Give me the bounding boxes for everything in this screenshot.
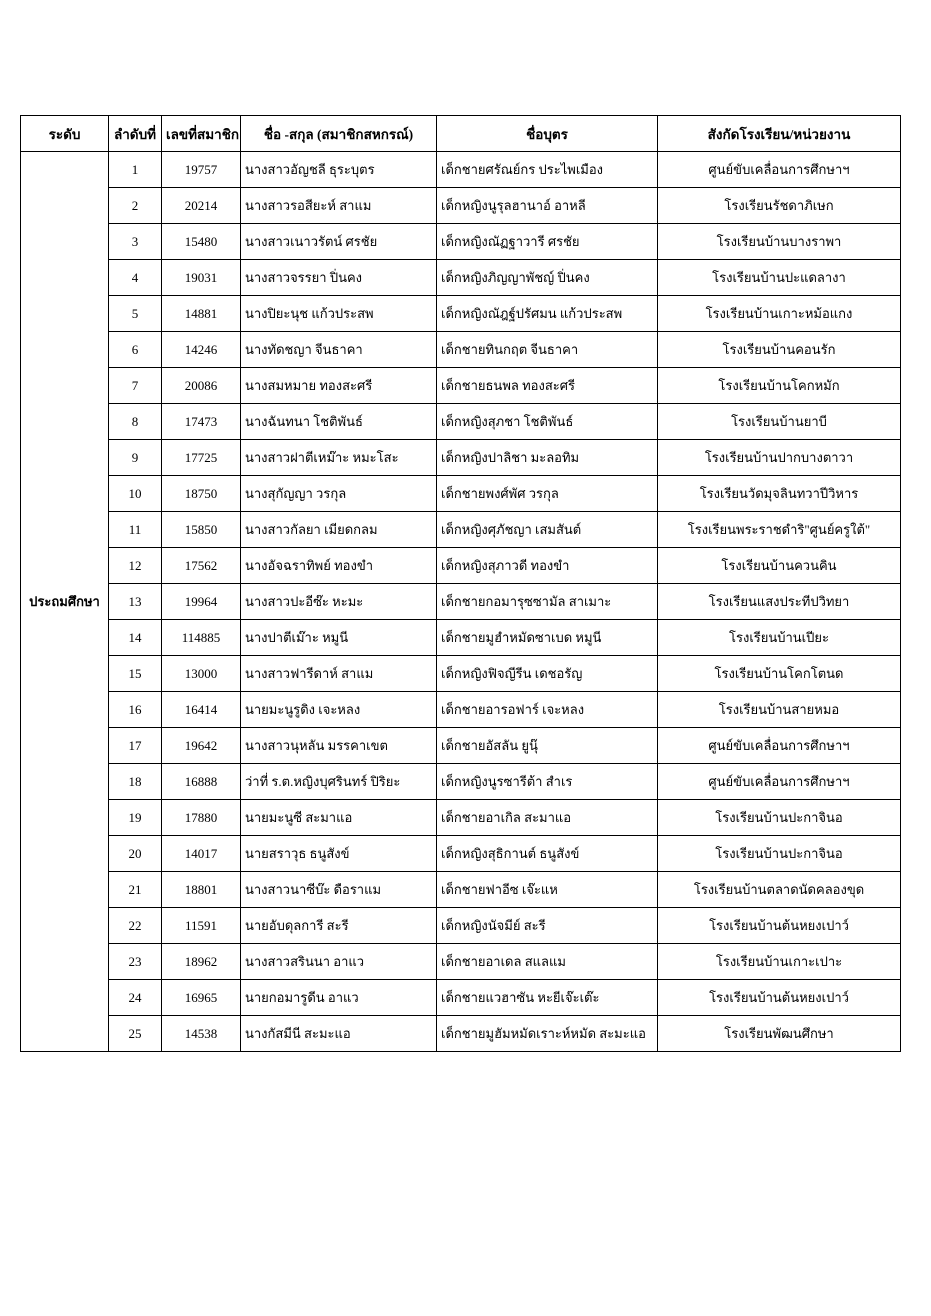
header-level: ระดับ (21, 116, 109, 152)
member-name-cell: นางสาวกัลยา เมียดกลม (241, 512, 437, 548)
member-id-cell: 18750 (162, 476, 241, 512)
order-cell: 9 (109, 440, 162, 476)
member-name-cell: นางสาวนุหลัน มรรคาเขต (241, 728, 437, 764)
child-name-cell: เด็กชายอาเดล สแลแม (437, 944, 658, 980)
header-row (21, 116, 901, 152)
order-cell: 10 (109, 476, 162, 512)
table-row (21, 656, 901, 692)
member-id-cell: 16888 (162, 764, 241, 800)
order-cell: 8 (109, 404, 162, 440)
school-cell: โรงเรียนบ้านเกาะเปาะ (658, 944, 901, 980)
level-cell: ประถมศึกษา (21, 152, 109, 1052)
table-row (21, 872, 901, 908)
table-row (21, 800, 901, 836)
order-cell: 5 (109, 296, 162, 332)
school-cell: โรงเรียนบ้านควนคิน (658, 548, 901, 584)
member-id-cell: 14881 (162, 296, 241, 332)
order-cell: 3 (109, 224, 162, 260)
table-row (21, 368, 901, 404)
member-id-cell: 13000 (162, 656, 241, 692)
member-name-cell: นางฉันทนา โชติพันธ์ (241, 404, 437, 440)
member-id-cell: 16965 (162, 980, 241, 1016)
member-id-cell: 114885 (162, 620, 241, 656)
member-id-cell: 19964 (162, 584, 241, 620)
member-id-cell: 17562 (162, 548, 241, 584)
school-cell: โรงเรียนบ้านสายหมอ (658, 692, 901, 728)
member-name-cell: นางสาวรอสียะห์ สาแม (241, 188, 437, 224)
member-name-cell: นายมะนูซี สะมาแอ (241, 800, 437, 836)
member-name-cell: นางปาตีเม๊าะ หมูนี (241, 620, 437, 656)
order-cell: 21 (109, 872, 162, 908)
order-cell: 4 (109, 260, 162, 296)
member-children-table (20, 115, 901, 1052)
school-cell: โรงเรียนบ้านบางราพา (658, 224, 901, 260)
school-cell: โรงเรียนบ้านเกาะหม้อแกง (658, 296, 901, 332)
member-name-cell: ว่าที่ ร.ต.หญิงบุศรินทร์ ปิริยะ (241, 764, 437, 800)
order-cell: 24 (109, 980, 162, 1016)
order-cell: 23 (109, 944, 162, 980)
table-row (21, 260, 901, 296)
member-id-cell: 14017 (162, 836, 241, 872)
member-id-cell: 14246 (162, 332, 241, 368)
child-name-cell: เด็กหญิงนัจมีย์ สะรี (437, 908, 658, 944)
child-name-cell: เด็กหญิงสุภชา โชติพันธ์ (437, 404, 658, 440)
table-row (21, 980, 901, 1016)
member-id-cell: 18801 (162, 872, 241, 908)
child-name-cell: เด็กชายอาเกิล สะมาแอ (437, 800, 658, 836)
table-row (21, 1016, 901, 1052)
table-row (21, 908, 901, 944)
order-cell: 13 (109, 584, 162, 620)
order-cell: 7 (109, 368, 162, 404)
school-cell: โรงเรียนบ้านต้นหยงเปาว์ (658, 908, 901, 944)
member-id-cell: 19031 (162, 260, 241, 296)
order-cell: 14 (109, 620, 162, 656)
member-id-cell: 17725 (162, 440, 241, 476)
school-cell: โรงเรียนบ้านโคกโตนด (658, 656, 901, 692)
member-name-cell: นางสาวฝาตีเหม๊าะ หมะโสะ (241, 440, 437, 476)
member-id-cell: 17880 (162, 800, 241, 836)
member-id-cell: 14538 (162, 1016, 241, 1052)
child-name-cell: เด็กชายฟาอีซ เจ๊ะแห (437, 872, 658, 908)
school-cell: โรงเรียนบ้านปากบางตาวา (658, 440, 901, 476)
table-row (21, 584, 901, 620)
order-cell: 25 (109, 1016, 162, 1052)
school-cell: โรงเรียนบ้านปะแดลางา (658, 260, 901, 296)
school-cell: โรงเรียนพระราชดำริ"ศูนย์ครูใต้" (658, 512, 901, 548)
member-name-cell: นายสราวุธ ธนูสังข์ (241, 836, 437, 872)
table-row (21, 728, 901, 764)
child-name-cell: เด็กชายมูฮัมหมัดเราะห์หมัด สะมะแอ (437, 1016, 658, 1052)
table-row (21, 440, 901, 476)
table-row (21, 404, 901, 440)
child-name-cell: เด็กชายแวฮาซัน หะยีเจ๊ะเต๊ะ (437, 980, 658, 1016)
member-name-cell: นางสาวจรรยา ปิ่นคง (241, 260, 437, 296)
child-name-cell: เด็กชายกอมารุซซามัล สาเมาะ (437, 584, 658, 620)
member-id-cell: 15480 (162, 224, 241, 260)
table-row (21, 152, 901, 188)
child-name-cell: เด็กหญิงนูรุลฮานาอ์ อาหลี (437, 188, 658, 224)
member-name-cell: นางทัดชญา จีนธาคา (241, 332, 437, 368)
school-cell: โรงเรียนบ้านตลาดนัดคลองขุด (658, 872, 901, 908)
member-id-cell: 20214 (162, 188, 241, 224)
child-name-cell: เด็กชายมูฮำหมัดซาเบด หมูนี (437, 620, 658, 656)
table-row (21, 548, 901, 584)
table-row (21, 764, 901, 800)
child-name-cell: เด็กหญิงภิญญาพัชญ์ ปิ่นคง (437, 260, 658, 296)
table-row (21, 512, 901, 548)
member-id-cell: 19642 (162, 728, 241, 764)
child-name-cell: เด็กหญิงฟิจญีรีน เดชอรัญ (437, 656, 658, 692)
order-cell: 19 (109, 800, 162, 836)
child-name-cell: เด็กหญิงณัฎฐ์ปรัศมน แก้วประสพ (437, 296, 658, 332)
school-cell: โรงเรียนบ้านเปียะ (658, 620, 901, 656)
school-cell: โรงเรียนแสงประทีปวิทยา (658, 584, 901, 620)
member-name-cell: นางสาวฟารีดาห์ สาแม (241, 656, 437, 692)
order-cell: 11 (109, 512, 162, 548)
child-name-cell: เด็กหญิงนูรซารีต้า สำเร (437, 764, 658, 800)
order-cell: 1 (109, 152, 162, 188)
member-name-cell: นางสาวปะอีซ๊ะ หะมะ (241, 584, 437, 620)
member-id-cell: 20086 (162, 368, 241, 404)
header-school: สังกัดโรงเรียน/หน่วยงาน (658, 116, 901, 152)
child-name-cell: เด็กชายอัสลัน ยูนุ๊ (437, 728, 658, 764)
header-member-name: ชื่อ -สกุล (สมาชิกสหกรณ์) (241, 116, 437, 152)
school-cell: โรงเรียนพัฒนศึกษา (658, 1016, 901, 1052)
child-name-cell: เด็กชายศรัณย์กร ประไพเมือง (437, 152, 658, 188)
member-id-cell: 19757 (162, 152, 241, 188)
order-cell: 15 (109, 656, 162, 692)
order-cell: 6 (109, 332, 162, 368)
member-id-cell: 17473 (162, 404, 241, 440)
member-id-cell: 16414 (162, 692, 241, 728)
school-cell: โรงเรียนวัดมุจลินทวาปีวิหาร (658, 476, 901, 512)
member-name-cell: นางสาวอัญชลี ธุระบุตร (241, 152, 437, 188)
school-cell: โรงเรียนบ้านโคกหมัก (658, 368, 901, 404)
member-name-cell: นางปิยะนุช แก้วประสพ (241, 296, 437, 332)
child-name-cell: เด็กหญิงปาลิชา มะลอทิม (437, 440, 658, 476)
order-cell: 20 (109, 836, 162, 872)
school-cell: โรงเรียนบ้านปะกาจินอ (658, 800, 901, 836)
table-row (21, 224, 901, 260)
school-cell: โรงเรียนบ้านปะกาจินอ (658, 836, 901, 872)
school-cell: โรงเรียนบ้านคอนรัก (658, 332, 901, 368)
member-name-cell: นางสุกัญญา วรกุล (241, 476, 437, 512)
child-name-cell: เด็กหญิงสุธิกานต์ ธนูสังข์ (437, 836, 658, 872)
member-name-cell: นายกอมารูดีน อาแว (241, 980, 437, 1016)
member-name-cell: นางสาวสรินนา อาแว (241, 944, 437, 980)
school-cell: ศูนย์ขับเคลื่อนการศึกษาฯ (658, 728, 901, 764)
member-id-cell: 18962 (162, 944, 241, 980)
child-name-cell: เด็กชายพงศ์พัศ วรกุล (437, 476, 658, 512)
school-cell: โรงเรียนบ้านต้นหยงเปาว์ (658, 980, 901, 1016)
child-name-cell: เด็กหญิงสุภาวดี ทองขำ (437, 548, 658, 584)
school-cell: โรงเรียนบ้านยาบี (658, 404, 901, 440)
member-name-cell: นางสาวนาซีบ๊ะ ดือราแม (241, 872, 437, 908)
table-row (21, 296, 901, 332)
order-cell: 16 (109, 692, 162, 728)
order-cell: 17 (109, 728, 162, 764)
table-row (21, 620, 901, 656)
child-name-cell: เด็กชายธนพล ทองสะศรี (437, 368, 658, 404)
member-name-cell: นางสาวเนาวรัตน์ ศรชัย (241, 224, 437, 260)
table-row (21, 188, 901, 224)
member-name-cell: นางกัสมีนี สะมะแอ (241, 1016, 437, 1052)
member-name-cell: นายมะนูรูดิง เจะหลง (241, 692, 437, 728)
child-name-cell: เด็กหญิงศุภัชญา เสมสันต์ (437, 512, 658, 548)
order-cell: 12 (109, 548, 162, 584)
child-name-cell: เด็กหญิงณัฏฐาวารี ศรชัย (437, 224, 658, 260)
table-row (21, 944, 901, 980)
table-row (21, 836, 901, 872)
member-id-cell: 11591 (162, 908, 241, 944)
child-name-cell: เด็กชายอารอฟาร์ เจะหลง (437, 692, 658, 728)
child-name-cell: เด็กชายทินกฤต จีนธาคา (437, 332, 658, 368)
order-cell: 2 (109, 188, 162, 224)
header-order: ลำดับที่ (109, 116, 162, 152)
school-cell: ศูนย์ขับเคลื่อนการศึกษาฯ (658, 764, 901, 800)
school-cell: ศูนย์ขับเคลื่อนการศึกษาฯ (658, 152, 901, 188)
member-name-cell: นางสมหมาย ทองสะศรี (241, 368, 437, 404)
member-name-cell: นายอับดุลการี สะรี (241, 908, 437, 944)
member-name-cell: นางอัจฉราทิพย์ ทองขำ (241, 548, 437, 584)
table-row (21, 332, 901, 368)
header-child-name: ชื่อบุตร (437, 116, 658, 152)
header-member-id: เลขที่สมาชิก (162, 116, 241, 152)
member-id-cell: 15850 (162, 512, 241, 548)
order-cell: 22 (109, 908, 162, 944)
school-cell: โรงเรียนรัชดาภิเษก (658, 188, 901, 224)
table-row (21, 692, 901, 728)
table-body (21, 152, 901, 1052)
order-cell: 18 (109, 764, 162, 800)
table-row (21, 476, 901, 512)
